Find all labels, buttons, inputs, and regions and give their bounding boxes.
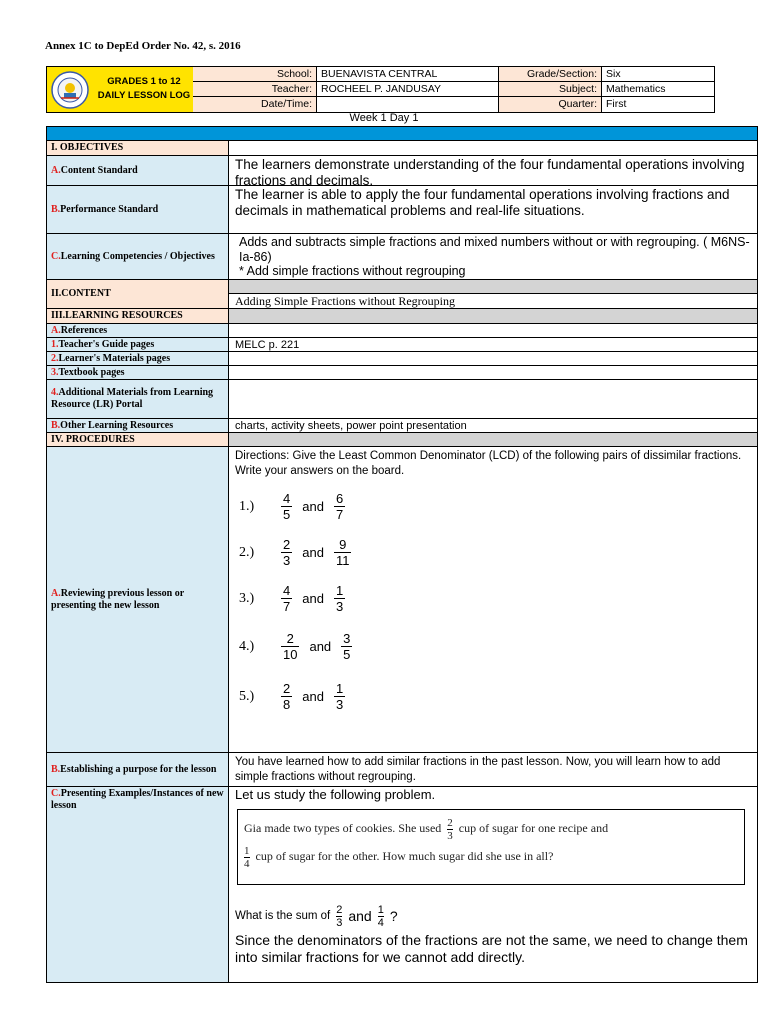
subject-value: Mathematics xyxy=(602,82,714,97)
examples-content xyxy=(229,787,757,982)
additional-materials-row xyxy=(47,380,757,419)
item-number: 3.) xyxy=(239,591,255,606)
tb-letter: 3. xyxy=(51,366,59,378)
fraction-a-num: 4 xyxy=(283,583,291,598)
objectives-heading: I. OBJECTIVES xyxy=(47,141,229,155)
question-fraction-1 xyxy=(336,904,342,929)
and-word: and xyxy=(302,499,324,514)
fraction-a-num: 4 xyxy=(283,491,291,506)
textbook-row xyxy=(47,366,757,380)
other-resources-row xyxy=(47,419,757,433)
additional-materials-label xyxy=(47,380,229,418)
purpose-row xyxy=(47,753,757,787)
and-word: and xyxy=(302,545,324,560)
teacher-label: Teacher: xyxy=(193,82,317,97)
competencies-row xyxy=(47,234,757,280)
teachers-guide-label xyxy=(47,338,229,351)
datetime-label: Date/Time: xyxy=(193,97,317,112)
review-content xyxy=(229,447,757,752)
am-letter: 4. xyxy=(51,387,59,398)
performance-standard-value: The learner is able to apply the four fundamental operations involving fractions and decimals in mathematical problems and real-life situations. xyxy=(235,187,730,218)
examples-letter: C. xyxy=(51,788,61,799)
question-f1-den: 3 xyxy=(336,917,343,929)
question-f1-num: 2 xyxy=(336,904,343,916)
competencies-line-1: Adds and subtracts simple fractions and mixed numbers without or with regrouping. ( M6NS-Ia-86) xyxy=(239,235,750,264)
fraction-b-num: 9 xyxy=(339,537,347,552)
examples-row xyxy=(47,787,757,982)
resources-gray-bar xyxy=(229,309,757,323)
item-number: 5.) xyxy=(239,689,255,704)
lcd-item xyxy=(239,491,345,522)
lcd-item xyxy=(239,537,351,568)
blue-header-bar xyxy=(47,127,757,141)
fraction-a-den: 5 xyxy=(283,507,291,522)
review-directions: Directions: Give the Least Common Denominator (LCD) of the following pairs of dissimilar fractions. Write your answers on the board. xyxy=(235,450,742,477)
competencies-line-2: * Add simple fractions without regrouping xyxy=(239,264,466,278)
content-standard-value: The learners demonstrate understanding of the four fundamental operations involving fractions and decimals. xyxy=(235,157,745,188)
fraction-a xyxy=(281,681,292,712)
teacher-value: ROCHEEL P. JANDUSAY xyxy=(317,82,499,97)
lesson-log-table xyxy=(46,126,758,983)
problem-f1-num: 2 xyxy=(447,816,453,829)
purpose-label xyxy=(47,753,229,786)
fraction-b xyxy=(334,583,345,614)
references-letter: A. xyxy=(51,324,61,336)
question-f2-den: 4 xyxy=(377,917,384,929)
performance-text: Performance Standard xyxy=(60,203,159,215)
fraction-b-den: 3 xyxy=(335,697,344,712)
logo-title-line-1: GRADES 1 to 12 xyxy=(107,76,181,87)
fraction-a xyxy=(281,631,299,662)
fraction-a-num: 2 xyxy=(283,537,291,552)
problem-box xyxy=(237,809,745,885)
teachers-guide-row xyxy=(47,338,757,352)
objectives-heading-row xyxy=(47,141,757,156)
fraction-b-num: 6 xyxy=(335,491,344,506)
fraction-a xyxy=(281,537,292,568)
question-fraction-2 xyxy=(378,904,384,929)
fraction-a-num: 2 xyxy=(283,681,291,696)
problem-text-1: Gia made two types of cookies. She used xyxy=(244,821,442,835)
fraction-a xyxy=(281,583,292,614)
performance-standard-label xyxy=(47,186,229,233)
fraction-b xyxy=(334,681,345,712)
competencies-letter: C. xyxy=(51,250,61,262)
fraction-b xyxy=(334,537,352,568)
teachers-guide-value: MELC p. 221 xyxy=(235,339,300,351)
question-line xyxy=(235,904,398,929)
performance-standard-row xyxy=(47,186,757,234)
additional-materials-value xyxy=(229,380,757,418)
other-letter: B. xyxy=(51,419,61,431)
problem-fraction-1 xyxy=(447,817,453,842)
header-table xyxy=(46,66,715,113)
fraction-b xyxy=(341,631,352,662)
other-text: Other Learning Resources xyxy=(60,419,174,431)
fraction-a-den: 10 xyxy=(283,647,298,662)
content-standard-row xyxy=(47,156,757,186)
references-empty-cell xyxy=(229,324,757,337)
and-word: and xyxy=(302,689,324,704)
textbook-value xyxy=(229,366,757,379)
item-number: 1.) xyxy=(239,499,255,514)
content-standard-label xyxy=(47,156,229,185)
grade-value: Six xyxy=(602,67,714,82)
question-and: and xyxy=(348,908,372,924)
quarter-value: First xyxy=(606,98,627,110)
lm-text: Learner's Materials pages xyxy=(58,352,171,364)
lm-letter: 2. xyxy=(51,352,59,364)
learners-materials-value xyxy=(229,352,757,365)
lcd-item xyxy=(239,681,345,712)
content-value: Adding Simple Fractions without Regrouping xyxy=(235,294,455,308)
quarter-label: Quarter: xyxy=(499,97,602,112)
references-text: References xyxy=(60,324,108,336)
references-row xyxy=(47,324,757,338)
content-value-cell xyxy=(229,280,757,308)
procedures-heading: IV. PROCEDURES xyxy=(47,433,229,446)
am-text: Additional Materials from Learning Resource (LR) Portal xyxy=(51,387,214,410)
procedures-gray-bar xyxy=(229,433,757,446)
competencies-text: Learning Competencies / Objectives xyxy=(60,250,215,262)
problem-f1-den: 3 xyxy=(447,829,453,842)
study-text: Let us study the following problem. xyxy=(235,787,436,802)
competencies-label xyxy=(47,234,229,279)
and-word: and xyxy=(309,639,332,654)
school-label: School: xyxy=(193,67,317,82)
lcd-item xyxy=(239,583,345,614)
problem-f2-num: 1 xyxy=(244,844,250,857)
fraction-b xyxy=(334,491,345,522)
review-label xyxy=(47,447,229,752)
deped-seal-icon xyxy=(51,71,89,109)
question-text: What is the sum of xyxy=(235,910,331,922)
textbook-label xyxy=(47,366,229,379)
purpose-value: You have learned how to add similar fractions in the past lesson. Now, you will learn how to add simple fractions without regrouping. xyxy=(235,756,721,783)
fraction-b-den: 3 xyxy=(335,599,344,614)
purpose-text: Establishing a purpose for the lesson xyxy=(60,763,217,775)
datetime-value xyxy=(317,97,499,112)
problem-f2-den: 4 xyxy=(244,857,250,870)
question-mark: ? xyxy=(389,908,398,924)
fraction-a xyxy=(281,491,292,522)
content-standard-text: Content Standard xyxy=(60,164,138,176)
fraction-b-den: 5 xyxy=(343,647,351,662)
fraction-a-den: 3 xyxy=(283,553,291,568)
item-number: 2.) xyxy=(239,545,255,560)
review-letter: A. xyxy=(51,587,61,599)
learners-materials-label xyxy=(47,352,229,365)
content-standard-letter: A. xyxy=(51,164,61,176)
procedures-heading-row xyxy=(47,433,757,447)
week-label: Week 1 Day 1 xyxy=(349,112,419,124)
fraction-a-num: 2 xyxy=(286,631,294,646)
fraction-b-num: 3 xyxy=(343,631,351,646)
grade-label: Grade/Section: xyxy=(499,67,602,82)
other-resources-label xyxy=(47,419,229,432)
performance-letter: B. xyxy=(51,203,61,215)
tb-text: Textbook pages xyxy=(58,366,125,378)
subject-label: Subject: xyxy=(499,82,602,97)
review-row xyxy=(47,447,757,753)
other-resources-value: charts, activity sheets, power point presentation xyxy=(235,420,467,432)
resources-heading: III.LEARNING RESOURCES xyxy=(47,309,229,323)
fraction-a-den: 8 xyxy=(283,697,291,712)
purpose-letter: B. xyxy=(51,763,61,775)
tg-text: Teacher's Guide pages xyxy=(58,338,155,350)
resources-heading-row xyxy=(47,309,757,324)
fraction-b-den: 7 xyxy=(335,507,344,522)
examples-label xyxy=(47,787,229,982)
logo-title xyxy=(97,75,191,103)
content-gray-bar xyxy=(229,280,757,294)
content-row xyxy=(47,280,757,309)
fraction-a-den: 7 xyxy=(283,599,291,614)
problem-text-3: cup of sugar for the other. How much sugar did she use in all? xyxy=(255,849,554,863)
review-text: Reviewing previous lesson or presenting the new lesson xyxy=(51,587,184,611)
problem-fraction-2 xyxy=(244,845,250,870)
annex-title: Annex 1C to DepEd Order No. 42, s. 2016 xyxy=(45,40,241,52)
tg-letter: 1. xyxy=(51,338,59,350)
competencies-value xyxy=(229,234,757,279)
logo-title-line-2: DAILY LESSON LOG xyxy=(97,90,191,101)
references-label xyxy=(47,324,229,337)
and-word: and xyxy=(302,591,324,606)
logo-box xyxy=(47,67,194,112)
problem-text-2: cup of sugar for one recipe and xyxy=(458,821,609,835)
fraction-b-den: 11 xyxy=(335,553,350,568)
lcd-item xyxy=(239,631,352,662)
learners-materials-row xyxy=(47,352,757,366)
since-text: Since the denominators of the fractions are not the same, we need to change them into similar fractions for we cannot add directly. xyxy=(235,932,748,965)
question-f2-num: 1 xyxy=(377,904,384,916)
school-value: BUENAVISTA CENTRAL xyxy=(317,67,499,82)
objectives-empty-cell xyxy=(229,141,757,155)
content-heading: II.CONTENT xyxy=(47,280,229,308)
fraction-b-num: 1 xyxy=(335,583,344,598)
fraction-b-num: 1 xyxy=(335,681,344,696)
examples-text: Presenting Examples/Instances of new lesson xyxy=(51,788,224,811)
item-number: 4.) xyxy=(239,639,255,654)
